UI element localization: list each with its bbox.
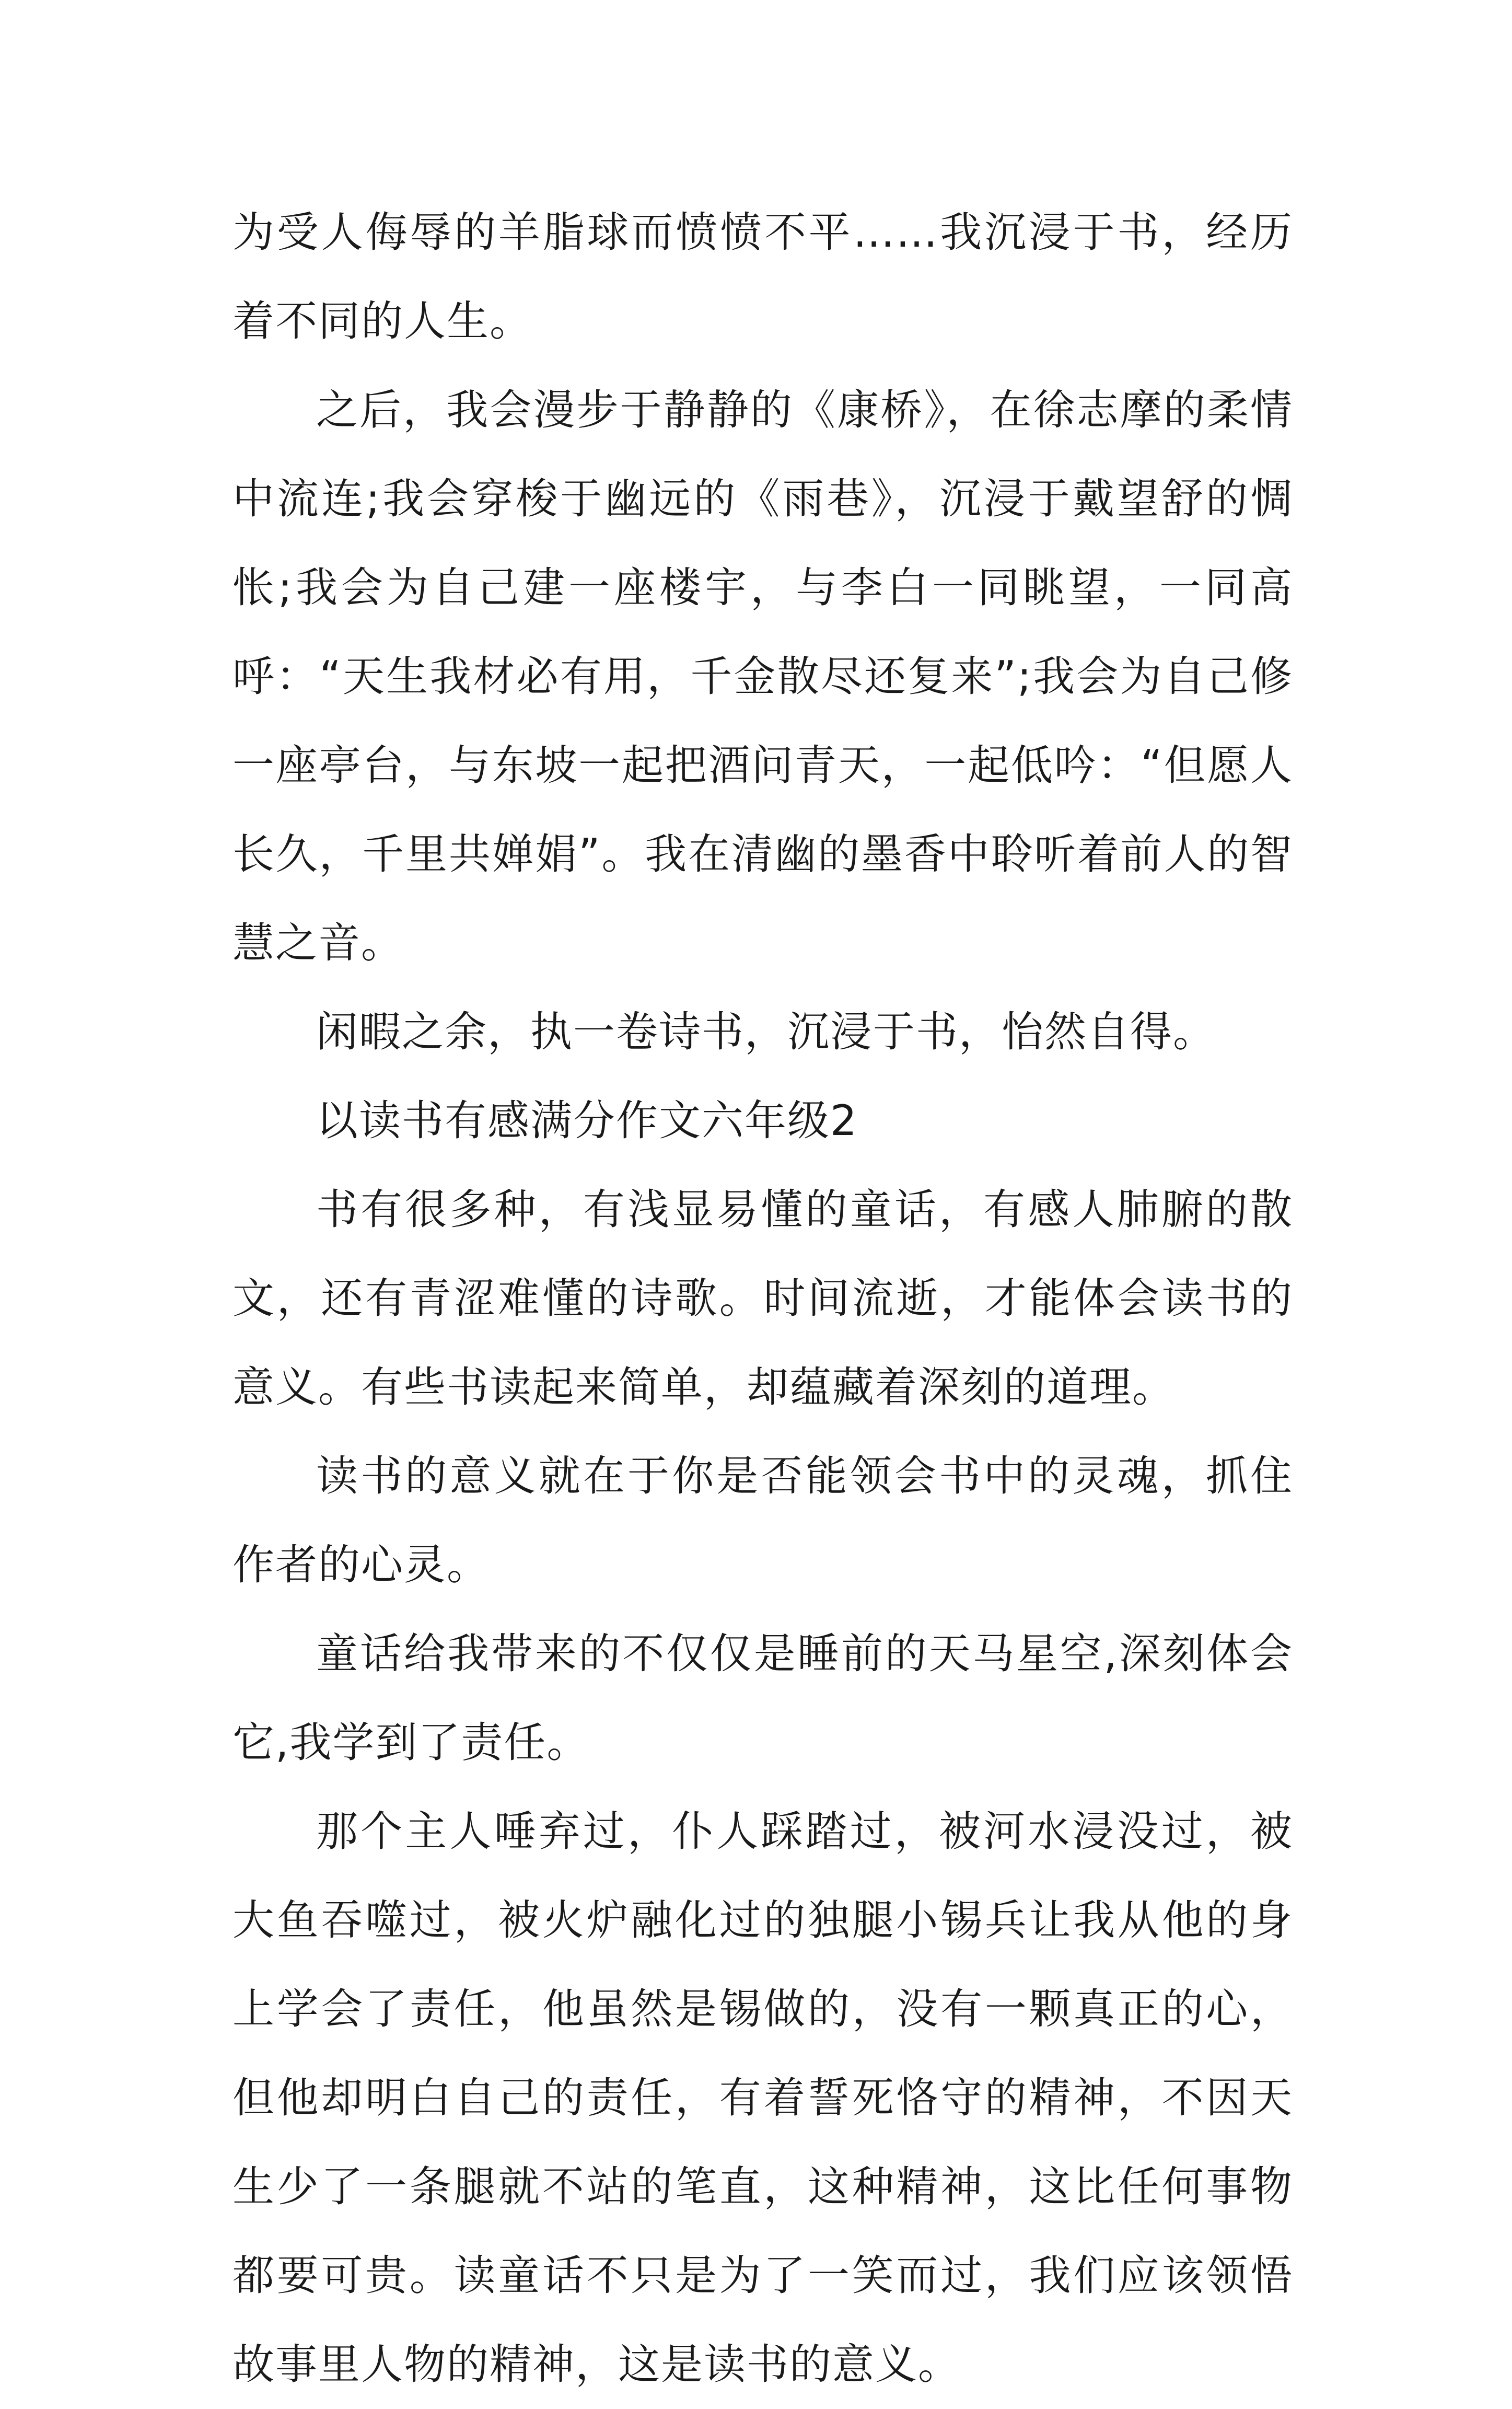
paragraph: 那个主人唾弃过，仆人踩踏过，被河水浸没过，被大鱼吞噬过，被火炉融化过的独腿小锡兵让我从他的身上学会了责任，他虽然是锡做的，没有一颗真正的心，但他却明白自己的责任，有着誓死恪守的精神，不因天生少了一条腿就不站的笔直，这种精神，这比任何事物都要可贵。读童话不只是为了一笑而过，我们应该领悟故事里人物的精神，这是读书的意义。: [232, 1807, 1293, 2389]
paragraph: 闲暇之余，执一卷诗书，沉浸于书，怡然自得。: [316, 1007, 1216, 1056]
paragraph: 为受人侮辱的羊脂球而愤愤不平……我沉浸于书，经历着不同的人生。: [232, 208, 1293, 345]
section-heading: 以读书有感满分作文六年级2: [316, 1096, 858, 1145]
paragraph: 童话给我带来的不仅仅是睡前的天马星空,深刻体会它,我学到了责任。: [232, 1629, 1293, 1767]
document-body: [232, 188, 1293, 2409]
paragraph: 书有很多种，有浅显易懂的童话，有感人肺腑的散文，还有青涩难懂的诗歌。时间流逝，才能体会读书的意义。有些书读起来简单，却蕴藏着深刻的道理。: [232, 1185, 1293, 1411]
paragraph: 之后，我会漫步于静静的《康桥》，在徐志摩的柔情中流连;我会穿梭于幽远的《雨巷》，沉浸于戴望舒的惆怅;我会为自己建一座楼宇，与李白一同眺望，一同高呼：“天生我材必有用，千金散尽还复来”;我会为自己修一座亭台，与东坡一起把酒问青天，一起低吟：“但愿人长久，千里共婵娟”。我在清幽的墨香中聆听着前人的智慧之音。: [232, 386, 1293, 967]
paragraph: 读书的意义就在于你是否能领会书中的灵魂，抓住作者的心灵。: [232, 1452, 1293, 1589]
